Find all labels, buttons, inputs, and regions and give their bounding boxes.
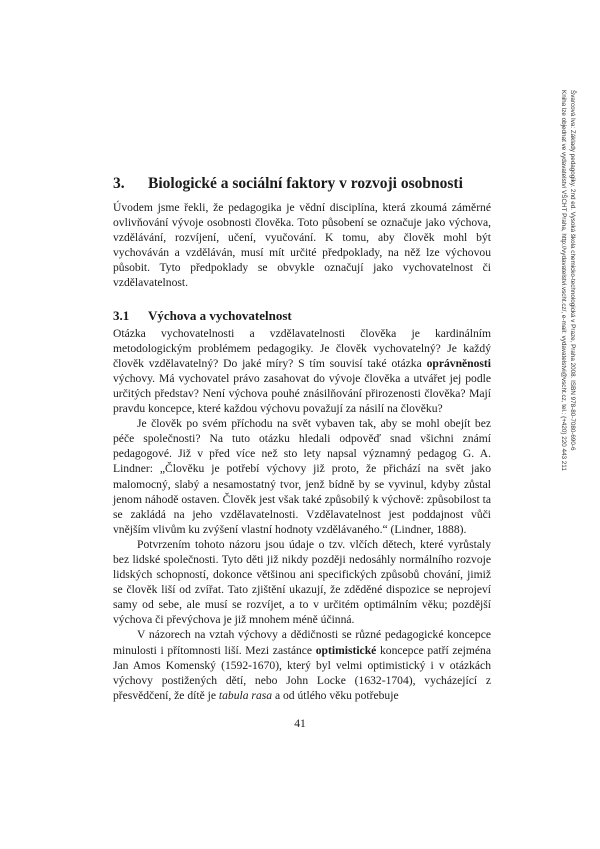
section-number: 3.1 <box>113 307 130 323</box>
paragraph-4-text-mid: koncepce patří zejména Jan Amos Komenský (1592-1670), který byl velmi optimistický i v otázkách výchovy postižených dětí, nebo John Locke (1632-1704), vycházející z přesvědčení, že dítě je <box>113 643 491 702</box>
section-title: Výchova a vychovatelnost <box>148 307 292 323</box>
paragraph-1 <box>113 326 491 417</box>
paragraph-4-bold: optimistické <box>315 643 377 657</box>
paragraph-1-bold: oprávněnosti <box>426 356 491 370</box>
chapter-number: 3. <box>113 175 125 192</box>
side-note-citation: Švarcová Iva: Základy pedagogiky. 2nd ed. Vysoká škola chemicko-technologická v Praze, Praha 2008. ISBN 978-80-7080-690-6 <box>569 90 576 451</box>
paragraph-4-italic: tabula rasa <box>218 688 273 702</box>
paragraph-4-text-end: a od útlého věku potřebuje <box>272 688 399 702</box>
side-note <box>559 90 576 650</box>
paragraph-2: Je člověk po svém příchodu na svět vybaven tak, aby se mohl obejít bez péče společnosti? Na tuto otázku hledali odpověď snad všichni známí pedagogové. Již v před více než sto lety napsal významný pedagog G. A. Lindner: „Člověku je potřebí výchovy již proto, že přichází na svět jako malomocný, slabý a nesamostatný tvor, jenž bídně by se vyvinul, kdyby zůstal jenom náhodě ostaven. Člověk jest však také způsobilý k výchově: způsobilost ta se zakládá na jeho vzdělavatelnosti. Vzdělavatelnost jest poddajnost vůči vnějším vlivům ku zvýšení vlastní hodnoty vzdělávaného.“ (Lindner, 1888). <box>113 417 491 536</box>
chapter-intro: Úvodem jsme řekli, že pedagogika je vědní disciplína, která zkoumá záměrné ovlivňování vývoje osobnosti člověka. Toto působení se označuje jako výchova, vzdělávání, rozvíjení, učení, vyučování. K tomu, aby člověk mohl být vychováván a vzděláván, musí mít určité předpoklady, na něž lze výchovou působit. Tyto předpoklady se obvykle označují jako vychovatelnost či vzdělavatelnost. <box>113 201 491 290</box>
section-heading <box>113 307 491 324</box>
paragraph-4 <box>113 627 491 702</box>
paragraph-1-text: Otázka vychovatelnosti a vzdělavatelnosti člověka je kardinálním metodologickým problémem pedagogiky. Je člověk vychovatelný? Je každý člověk vzdělavatelný? Do jaké míry? S tím souvisí také otázka <box>113 326 491 370</box>
paragraph-1-text-end: výchovy. Má vychovatel právo zasahovat do vývoje člověka a utvářet jej podle určitých představ? Není výchova pouhé znásilňování přirozenosti člověka? Mají pravdu koncepce, které každou výchovu považují za násilí na člověku? <box>113 371 491 416</box>
page-number: 41 <box>294 717 306 730</box>
side-note-order-info: Kniha lze objednat ve vydavatelství VŠCHT Praha, http://vydavatelstvi.vscht.cz/, e-mail: vydavatelstvi@vscht.cz, tel.: (+420) 220 443 211 <box>560 90 568 471</box>
paragraph-3: Potvrzením tohoto názoru jsou údaje o tzv. vlčích dětech, které vyrůstaly bez lidské společnosti. Tyto děti již nikdy později nedosáhly normálního rozvoje lidských schopností, dokonce většinou ani specifických způsobů chování, jimiž se člověk liší od zvířat. Tato zjištění ukazují, že zděděné dispozice se neprojeví samy od sebe, ale musí se rozvíjet, a to v určitém optimálním věku; pozdější výchova či převýchova je již mnohem méně účinná. <box>113 537 491 627</box>
chapter-heading <box>113 174 491 193</box>
chapter-title: Biologické a sociální faktory v rozvoji osobnosti <box>148 175 463 192</box>
page-content <box>113 174 491 703</box>
paragraph-4-text: V názorech na vztah výchovy a dědičnosti se různé pedagogické koncepce minulosti i přítomnosti liší. Mezi zastánce <box>113 628 491 657</box>
